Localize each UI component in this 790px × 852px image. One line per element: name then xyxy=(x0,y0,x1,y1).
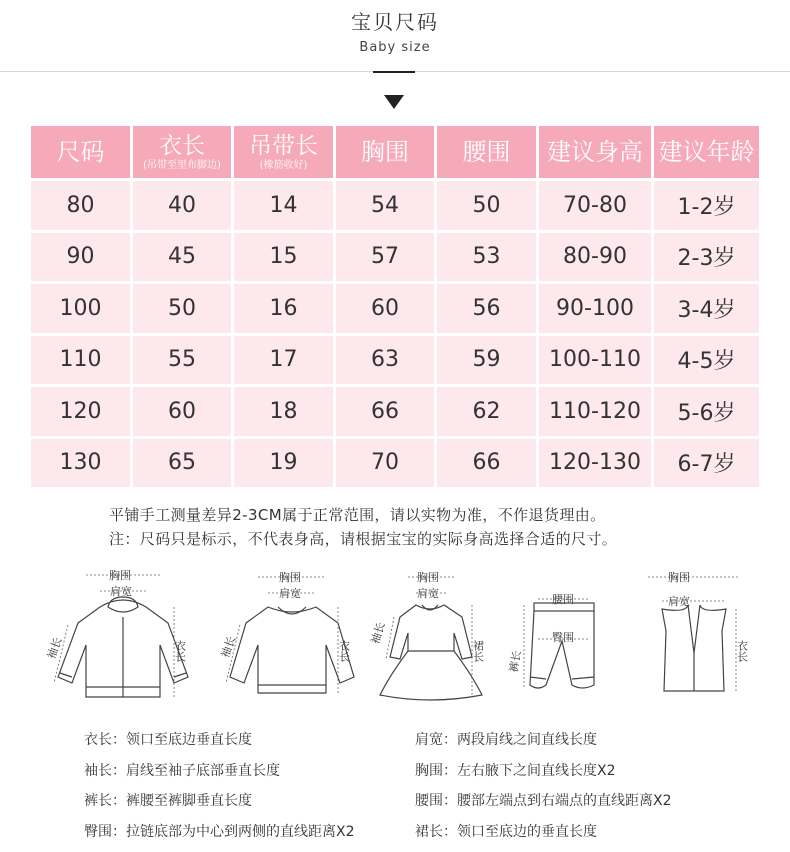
jacket-diagram xyxy=(48,565,198,705)
header-accent-line xyxy=(373,71,415,73)
sweater-sleeve-label: 袖长 xyxy=(218,634,239,659)
vest-diagram xyxy=(638,565,753,705)
cell-size: 110 xyxy=(31,333,133,385)
table-row xyxy=(31,178,759,230)
pants-waist-label: 腰围 xyxy=(552,593,574,606)
table-header-row xyxy=(31,126,759,178)
definition-left: 衣长：领口至底边垂直长度 xyxy=(84,730,252,750)
cell-chest: 54 xyxy=(336,178,437,230)
cell-waist: 59 xyxy=(437,333,539,385)
pants-diagram xyxy=(510,575,610,705)
jacket-shoulder-label: 肩宽 xyxy=(110,584,132,598)
sweater-chest-label: 胸围 xyxy=(279,570,301,584)
pants-icon xyxy=(530,603,594,688)
dress-shoulder-label: 肩宽 xyxy=(417,586,439,600)
definition-row xyxy=(84,730,764,761)
definition-left: 臀围：拉链底部为中心到两侧的直线距离X2 xyxy=(84,822,355,842)
note-line-1: 平铺手工测量差异2-3CM属于正常范围，请以实物为准，不作退货理由。 xyxy=(109,503,617,527)
definition-right: 肩宽：两段肩线之间直线长度 xyxy=(415,730,597,750)
cell-age: 4-5岁 xyxy=(654,333,759,385)
pants-length-label: 裤长 xyxy=(506,649,524,673)
cell-waist: 62 xyxy=(437,384,539,436)
cell-chest: 60 xyxy=(336,281,437,333)
cell-length: 55 xyxy=(133,333,234,385)
cell-size: 100 xyxy=(31,281,133,333)
definition-left: 袖长：肩线至袖子底部垂直长度 xyxy=(84,761,280,781)
cell-chest: 57 xyxy=(336,230,437,282)
page-header xyxy=(0,0,790,72)
sweater-length-label: 衣长 xyxy=(338,640,351,663)
note-line-2: 注：尺码只是标示，不代表身高，请根据宝宝的实际身高选择合适的尺寸。 xyxy=(109,527,617,551)
cell-height: 90-100 xyxy=(539,281,654,333)
vest-shoulder-label: 肩宽 xyxy=(668,594,690,608)
definition-row xyxy=(84,822,764,852)
definition-right: 腰围：腰部左端点到右端点的直线距离X2 xyxy=(415,791,672,811)
cell-strap: 19 xyxy=(234,436,336,488)
table-row xyxy=(31,281,759,333)
cell-chest: 70 xyxy=(336,436,437,488)
vest-length-label: 衣长 xyxy=(736,640,749,663)
cell-age: 3-4岁 xyxy=(654,281,759,333)
table-row xyxy=(31,230,759,282)
header-strap-length: 吊带长 (橡筋收好) xyxy=(234,126,336,178)
cell-length: 65 xyxy=(133,436,234,488)
header-age: 建议年龄 xyxy=(654,126,759,178)
cell-age: 5-6岁 xyxy=(654,384,759,436)
cell-length: 50 xyxy=(133,281,234,333)
jacket-chest-label: 胸围 xyxy=(109,568,131,582)
cell-height: 80-90 xyxy=(539,230,654,282)
cell-waist: 56 xyxy=(437,281,539,333)
cell-chest: 63 xyxy=(336,333,437,385)
dress-chest-label: 胸围 xyxy=(417,570,439,584)
cell-waist: 66 xyxy=(437,436,539,488)
cell-length: 40 xyxy=(133,178,234,230)
definition-row xyxy=(84,791,764,822)
sweater-diagram xyxy=(222,565,362,705)
cell-age: 6-7岁 xyxy=(654,436,759,488)
header-height: 建议身高 xyxy=(539,126,654,178)
definition-left: 裤长：裤腰至裤脚垂直长度 xyxy=(84,791,252,811)
cell-height: 120-130 xyxy=(539,436,654,488)
dress-diagram xyxy=(372,565,492,705)
cell-waist: 50 xyxy=(437,178,539,230)
cell-size: 120 xyxy=(31,384,133,436)
measurement-notes xyxy=(109,503,617,551)
cell-strap: 14 xyxy=(234,178,336,230)
header-waist: 腰围 xyxy=(437,126,539,178)
down-arrow-icon xyxy=(384,95,404,109)
jacket-icon xyxy=(58,597,188,697)
size-table xyxy=(31,126,759,487)
header-length: 衣长 (吊带至里布脚边) xyxy=(133,126,234,178)
cell-strap: 15 xyxy=(234,230,336,282)
cell-length: 45 xyxy=(133,230,234,282)
vest-chest-label: 胸围 xyxy=(668,570,690,584)
measurement-definitions xyxy=(84,730,764,852)
cell-waist: 53 xyxy=(437,230,539,282)
page-subtitle: Baby size xyxy=(0,40,790,55)
page-title: 宝贝尺码 xyxy=(0,6,790,35)
sweater-shoulder-label: 肩宽 xyxy=(279,586,301,600)
sweater-icon xyxy=(230,607,354,693)
cell-age: 2-3岁 xyxy=(654,230,759,282)
definition-row xyxy=(84,761,764,792)
table-row xyxy=(31,384,759,436)
table-row xyxy=(31,436,759,488)
table-row xyxy=(31,333,759,385)
cell-height: 70-80 xyxy=(539,178,654,230)
definition-right: 裙长：领口至底边的垂直长度 xyxy=(415,822,597,842)
cell-size: 80 xyxy=(31,178,133,230)
cell-size: 90 xyxy=(31,230,133,282)
pants-hip-label: 臀围 xyxy=(552,631,574,644)
cell-strap: 18 xyxy=(234,384,336,436)
cell-height: 110-120 xyxy=(539,384,654,436)
cell-age: 1-2岁 xyxy=(654,178,759,230)
jacket-sleeve-label: 袖长 xyxy=(44,635,65,660)
cell-height: 100-110 xyxy=(539,333,654,385)
cell-strap: 16 xyxy=(234,281,336,333)
vest-icon xyxy=(662,605,726,691)
dress-sleeve-label: 袖长 xyxy=(368,620,388,645)
definition-right: 胸围：左右腋下之间直线长度X2 xyxy=(415,761,616,781)
cell-size: 130 xyxy=(31,436,133,488)
dress-icon xyxy=(380,605,482,700)
cell-chest: 66 xyxy=(336,384,437,436)
cell-strap: 17 xyxy=(234,333,336,385)
header-chest: 胸围 xyxy=(336,126,437,178)
cell-length: 60 xyxy=(133,384,234,436)
jacket-length-label: 衣长 xyxy=(174,640,187,663)
dress-length-label: 裙长 xyxy=(472,640,485,663)
header-size: 尺码 xyxy=(31,126,133,178)
